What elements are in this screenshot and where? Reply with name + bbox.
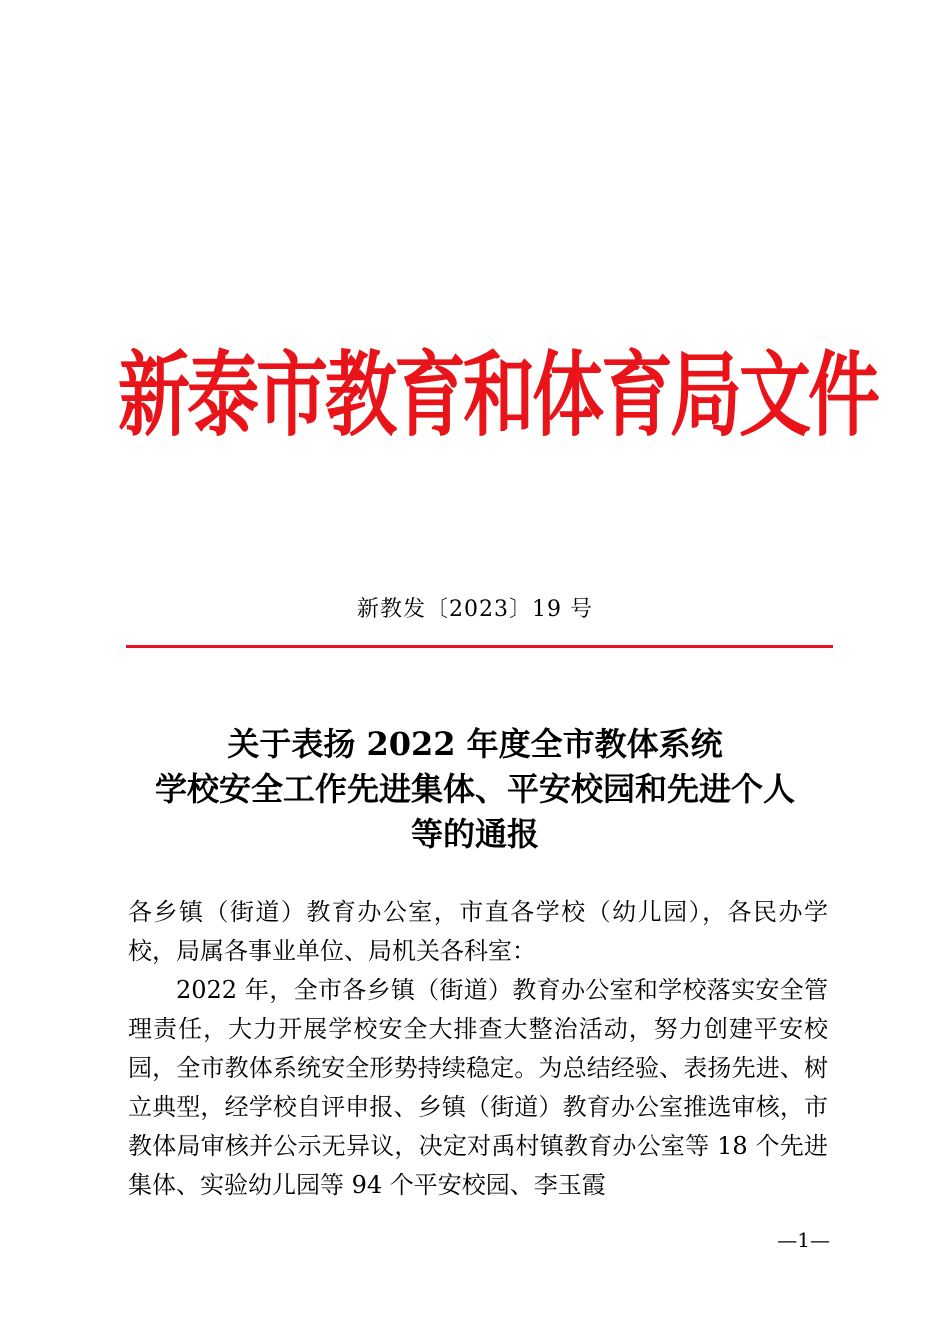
body-text bbox=[128, 893, 828, 1205]
red-divider-line bbox=[126, 645, 833, 648]
title-line-1: 关于表扬 2022 年度全市教体系统 bbox=[227, 725, 723, 763]
document-number: 新教发〔2023〕19 号 bbox=[357, 597, 593, 622]
notice-title bbox=[100, 722, 850, 857]
masthead-title: 新泰市教育和体育局文件 bbox=[118, 341, 878, 449]
title-line-2: 学校安全工作先进集体、平安校园和先进个人 bbox=[154, 770, 795, 808]
title-line-3: 等的通报 bbox=[410, 815, 539, 853]
salutation: 各乡镇（街道）教育办公室，市直各学校（幼儿园），各民办学校，局属各事业单位、局机关各科室： bbox=[128, 898, 828, 965]
page-number: —1— bbox=[777, 1228, 830, 1252]
body-paragraph: 2022 年，全市各乡镇（街道）教育办公室和学校落实安全管理责任，大力开展学校安全大排查大整治活动，努力创建平安校园，全市教体系统安全形势持续稳定。为总结经验、表扬先进、树立典型，经学校自评申报、乡镇（街道）教育办公室推选审核，市教体局审核并公示无异议，决定对禹村镇教育办公室等 18 个先进集体、实验幼儿园等 94 个平安校园、李玉霞 bbox=[128, 976, 828, 1199]
